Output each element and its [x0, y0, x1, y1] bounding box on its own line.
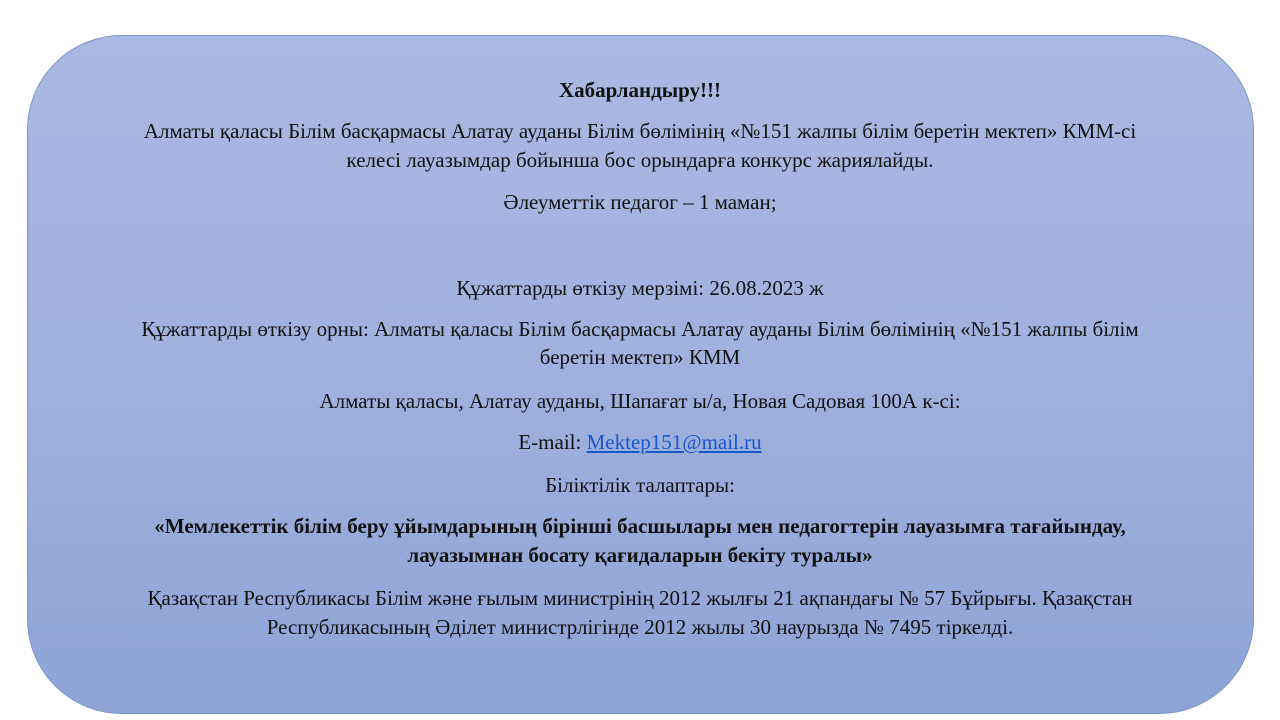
intro-line-2: келесі лауазымдар бойынша бос орындарға конкурс жариялайды. — [346, 148, 934, 172]
place-line-2: беретін мектеп» КММ — [539, 345, 741, 369]
address-text: Алматы қаласы, Алатау ауданы, Шапағат ы/а, Новая Садовая 100А к-сі: — [319, 389, 961, 413]
rules-line-1: «Мемлекеттік білім беру ұйымдарының бірінші басшылары мен педагогтерін лауазымға тағайындау, — [154, 514, 1126, 538]
order-line-2: Республикасының Әділет министрлігінде 2012 жылы 30 наурызда № 7495 тіркелді. — [266, 615, 1014, 639]
intro-line-1: Алматы қаласы Білім басқармасы Алатау ауданы Білім бөлімінің «№151 жалпы білім беретін мектеп» КММ-сі — [143, 119, 1137, 143]
order-line-1: Қазақстан Республикасы Білім және ғылым министрінің 2012 жылғы 21 ақпандағы № 57 Бұйрығы. Қазақстан — [147, 586, 1133, 610]
place-line-1: Құжаттарды өткізу орны: Алматы қаласы Білім басқармасы Алатау ауданы Білім бөлімінің «№151 жалпы білім — [141, 317, 1139, 341]
rules-line-2: лауазымнан босату қағидаларын бекіту туралы» — [407, 543, 873, 567]
email-label: E-mail: — [518, 430, 587, 454]
announcement-title: Хабарландыру!!! — [558, 78, 722, 102]
email-line — [0, 430, 1280, 454]
vacancy-position: Әлеуметтік педагог – 1 маман; — [503, 190, 777, 214]
email-link[interactable]: Mektep151@mail.ru — [586, 430, 762, 454]
deadline-text: Құжаттарды өткізу мерзімі: 26.08.2023 ж — [456, 276, 824, 300]
requirements-label: Біліктілік талаптары: — [545, 473, 735, 497]
